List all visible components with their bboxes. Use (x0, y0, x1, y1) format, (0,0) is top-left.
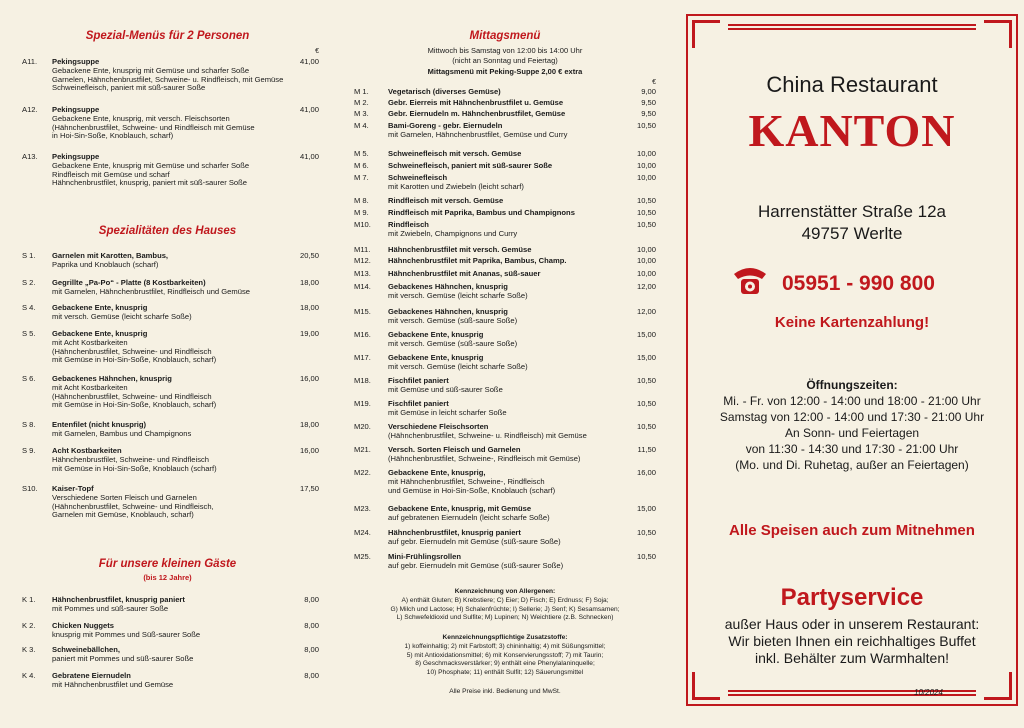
menu-item-price: 10,00 (636, 256, 656, 265)
menu-item-description: auf gebr. Eiernudeln mit Gemüse (süß-saure Soße) (388, 537, 561, 546)
menu-item-name: Schweinefleisch (388, 173, 448, 182)
menu-item-name: Gebackene Ente, knusprig (52, 303, 148, 312)
menu-item-description: mit versch. Gemüse (leicht scharfe Soße) (52, 312, 192, 321)
menu-item-code: M12. (354, 256, 371, 265)
section-title-2-persons: Spezial-Menüs für 2 Personen (85, 30, 250, 42)
menu-item-code: M15. (354, 307, 371, 316)
menu-item-name: Gebr. Eierreis mit Hähnchenbrustfilet u. Gemüse (388, 98, 564, 107)
menu-item-code: M 2. (354, 98, 369, 107)
menu-item-name: Rindfleisch mit Paprika, Bambus und Champignons (388, 208, 575, 217)
takeaway-note: Alle Speisen auch zum Mitnehmen (729, 522, 975, 539)
menu-item-code: M 4. (354, 121, 369, 130)
menu-item-description: mit versch. Gemüse (süß-saure Soße) (388, 316, 518, 325)
menu-item-description: (Hähnchenbrustfilet, Schweine-, Rindfleisch mit Gemüse) (388, 454, 581, 463)
menu-item-name: Gebackene Ente, knusprig (388, 330, 484, 339)
menu-item-code: K 2. (22, 621, 36, 630)
menu-item-code: S 9. (22, 446, 36, 455)
party-service-text: außer Haus oder in unserem Restaurant: Wir bieten Ihnen ein reichhaltiges Buffet inkl. Behälter zum Warmhalten! (724, 616, 980, 666)
menu-item-price: 10,50 (636, 196, 656, 205)
euro-label: € (315, 48, 319, 55)
menu-item-name: Bami-Goreng - gebr. Eiernudeln (388, 121, 503, 130)
menu-item-name: Acht Kostbarkeiten (52, 446, 122, 455)
menu-item-price: 8,00 (304, 645, 319, 654)
menu-item-price: 9,50 (641, 98, 656, 107)
menu-item-name: Vegetarisch (diverses Gemüse) (388, 87, 501, 96)
menu-item-name: Hähnchenbrustfilet mit Paprika, Bambus, Champ. (388, 256, 567, 265)
menu-item-description: mit Garnelen, Hähnchenbrustfilet, Gemüse und Curry (388, 130, 568, 139)
menu-item-price: 12,00 (636, 307, 656, 316)
menu-item-price: 15,00 (636, 504, 656, 513)
menu-item-name: Schweinebällchen, (52, 645, 120, 654)
menu-item-name: Pekingsuppe (52, 105, 100, 114)
menu-item-code: S 4. (22, 303, 36, 312)
menu-item-price: 41,00 (299, 152, 319, 161)
menu-item-name: Fischfilet paniert (388, 399, 449, 408)
menu-item-price: 11,50 (637, 445, 656, 454)
menu-item-name: Mini-Frühlingsrollen (388, 552, 461, 561)
menu-item-code: S 5. (22, 329, 36, 338)
allergen-title: Kennzeichnung von Allergenen: (454, 588, 556, 595)
menu-item-name: Garnelen mit Karotten, Bambus, (52, 251, 169, 260)
menu-item-name: Schweinefleisch mit versch. Gemüse (388, 149, 522, 158)
menu-item-price: 41,00 (299, 57, 319, 66)
menu-item-name: Gebackene Ente, knusprig, mit Gemüse (388, 504, 532, 513)
menu-item-description: mit Zwiebeln, Champignons und Curry (388, 229, 518, 238)
menu-item-description: auf gebratenen Eiernudeln (leicht scharfe Soße) (388, 513, 550, 522)
menu-item-description: mit versch. Gemüse (süß-saure Soße) (388, 339, 518, 348)
menu-item-description: mit Acht Kostbarkeiten (Hähnchenbrustfilet, Schweine- und Rindfleisch mit Gemüse in Hoi-Sin-Soße, Knoblauch, scharf) (52, 383, 217, 410)
menu-item-name: Rindfleisch (388, 220, 429, 229)
menu-item-code: M20. (354, 422, 371, 431)
menu-item-price: 18,00 (299, 278, 319, 287)
menu-item-code: M23. (354, 504, 371, 513)
menu-item-description: mit Gemüse in leicht scharfer Soße (388, 408, 507, 417)
frame-corner-ornament (692, 672, 720, 700)
menu-item-name: Gebackene Ente, knusprig (388, 353, 484, 362)
restaurant-name: KANTON (748, 105, 956, 156)
menu-item-code: M16. (354, 330, 371, 339)
menu-item-name: Gebackenes Hähnchen, knusprig (52, 374, 172, 383)
menu-item-description: mit Hähnchenbrustfilet und Gemüse (52, 680, 174, 689)
menu-item-code: K 1. (22, 595, 36, 604)
lunch-intro-days: Mittwoch bis Samstag von 12:00 bis 14:00 Uhr (427, 46, 583, 55)
menu-item-name: Gebackenes Hähnchen, knusprig (388, 282, 508, 291)
menu-item-code: M 9. (354, 208, 369, 217)
menu-item-price: 10,50 (636, 208, 656, 217)
menu-item-code: M10. (354, 220, 371, 229)
menu-item-code: M14. (354, 282, 371, 291)
menu-item-price: 16,00 (299, 446, 319, 455)
menu-item-code: S10. (22, 484, 38, 493)
menu-item-name: Gebackenes Hähnchen, knusprig (388, 307, 508, 316)
menu-item-description: mit versch. Gemüse (leicht scharfe Soße) (388, 362, 528, 371)
menu-item-code: M 8. (354, 196, 369, 205)
menu-item-description: mit Garnelen, Bambus und Champignons (52, 429, 192, 438)
menu-item-code: M21. (354, 445, 371, 454)
menu-item-code: S 2. (22, 278, 36, 287)
menu-item-price: 10,00 (636, 269, 656, 278)
menu-item-description: Hähnchenbrustfilet, Schweine- und Rindfleisch mit Gemüse in Hoi-Sin-Soße, Knoblauch (scharf) (52, 455, 217, 473)
menu-item-price: 10,50 (636, 121, 656, 130)
menu-item-code: M22. (354, 468, 371, 477)
menu-item-code: M13. (354, 269, 371, 278)
additive-list: 1) koffeinhaltig; 2) mit Farbstoff; 3) chininhaltig; 4) mit Süßungsmittel; 5) mit Antioxidationsmittel; 6) mit Konservierungsstoff; 7) mit Taurin; 8) Geschmacksverstärker; 9) enthält eine Phenylalaninquelle; 10) Phosphate; 11) enthält Sulfit; 12) Säuerungsmittel (404, 643, 606, 676)
menu-item-description: (Hähnchenbrustfilet, Schweine- u. Rindfleisch) mit Gemüse (388, 431, 587, 440)
menu-item-code: A12. (22, 105, 38, 114)
menu-item-description: mit Gemüse und süß-saurer Soße (388, 385, 503, 394)
menu-item-description: mit Hähnchenbrustfilet, Schweine-, Rindfleisch und Gemüse in Hoi-Sin-Soße, Knoblauch (scharf) (388, 477, 556, 495)
address-street: Harrenstätter Straße 12a (757, 202, 947, 221)
menu-item-description: mit Garnelen, Hähnchenbrustfilet, Rindfleisch und Gemüse (52, 287, 250, 296)
print-date: 10/2024 (914, 688, 943, 697)
menu-item-code: S 6. (22, 374, 36, 383)
menu-item-name: Rindfleisch mit versch. Gemüse (388, 196, 504, 205)
lunch-intro-exception: (nicht an Sonntag und Feiertag) (452, 56, 558, 65)
menu-item-name: Fischfilet paniert (388, 376, 449, 385)
kids-age-note: (bis 12 Jahre) (143, 573, 192, 582)
address-city: 49757 Werlte (801, 224, 903, 243)
section-title-lunch: Mittagsmenü (469, 30, 541, 42)
menu-item-name: Pekingsuppe (52, 57, 100, 66)
menu-item-code: S 8. (22, 420, 36, 429)
menu-item-description: Gebackene Ente, knusprig mit Gemüse und scharfer Soße Rindfleisch mit Gemüse und scharf Hähnchenbrustfilet, knusprig, paniert mit süß-saurer Soße (52, 161, 250, 188)
menu-item-name: Hähnchenbrustfilet, knusprig paniert (388, 528, 521, 537)
menu-item-price: 16,00 (636, 468, 656, 477)
menu-item-name: Pekingsuppe (52, 152, 100, 161)
menu-item-name: Kaiser-Topf (52, 484, 94, 493)
menu-item-price: 15,00 (636, 330, 656, 339)
menu-item-name: Gebackene Ente, knusprig (52, 329, 148, 338)
menu-item-price: 15,00 (636, 353, 656, 362)
menu-item-code: M11. (354, 245, 371, 254)
menu-item-price: 10,00 (636, 149, 656, 158)
menu-item-name: Chicken Nuggets (52, 621, 115, 630)
lunch-intro-soup: Mittagsmenü mit Peking-Suppe 2,00 € extra (427, 67, 583, 76)
menu-item-code: M19. (354, 399, 371, 408)
opening-hours-list: Mi. - Fr. von 12:00 - 14:00 und 18:00 - 21:00 Uhr Samstag von 12:00 - 14:00 und 17:30 - 21:00 Uhr An Sonn- und Feiertagen von 11:30 - 14:30 und 17:30 - 21:00 Uhr (Mo. und Di. Ruhetag, außer an Feiertagen) (719, 394, 985, 472)
menu-item-code: M17. (354, 353, 371, 362)
menu-item-name: Hähnchenbrustfilet, knusprig paniert (52, 595, 185, 604)
phone-icon (730, 260, 770, 298)
menu-item-name: Entenfilet (nicht knusprig) (52, 420, 147, 429)
menu-item-name: Gegrillte „Pa-Po“ - Platte (8 Kostbarkeiten) (52, 278, 206, 287)
menu-item-name: Gebackene Ente, knusprig, (388, 468, 486, 477)
menu-item-description: Gebackene Ente, knusprig mit Gemüse und scharfer Soße Garnelen, Hähnchenbrustfilet, Schweine- u. Rindfleisch, mit Gemüse Schweinefleisch, paniert mit süß-saurer Soße (52, 66, 284, 93)
menu-item-price: 8,00 (304, 595, 319, 604)
section-title-specialties: Spezialitäten des Hauses (98, 225, 237, 237)
menu-item-name: Gebr. Eiernudeln m. Hähnchenbrustfilet, Gemüse (388, 109, 566, 118)
menu-item-code: S 1. (22, 251, 36, 260)
menu-item-name: Hähnchenbrustfilet mit versch. Gemüse (388, 245, 532, 254)
price-footer: Alle Preise inkl. Bedienung und MwSt. (449, 688, 561, 695)
menu-item-price: 17,50 (299, 484, 319, 493)
menu-item-description: mit Acht Kostbarkeiten (Hähnchenbrustfilet, Schweine- und Rindfleisch mit Gemüse in Hoi-Sin-Soße, Knoblauch, scharf) (52, 338, 217, 365)
menu-item-price: 18,00 (299, 303, 319, 312)
menu-item-name: Verschiedene Fleischsorten (388, 422, 489, 431)
menu-item-price: 10,50 (636, 422, 656, 431)
menu-item-code: K 4. (22, 671, 36, 680)
opening-hours-title: Öffnungszeiten: (806, 378, 898, 392)
menu-item-description: auf gebr. Eiernudeln mit Gemüse (süß-saurer Soße) (388, 561, 564, 570)
menu-item-description: paniert mit Pommes und süß-saurer Soße (52, 654, 194, 663)
menu-item-price: 8,00 (304, 621, 319, 630)
menu-item-code: M 6. (354, 161, 369, 170)
menu-item-price: 19,00 (299, 329, 319, 338)
menu-item-price: 10,00 (636, 161, 656, 170)
menu-item-name: Versch. Sorten Fleisch und Garnelen (388, 445, 521, 454)
menu-item-price: 20,50 (299, 251, 319, 260)
menu-item-description: Gebackene Ente, knusprig, mit versch. Fleischsorten (Hähnchenbrustfilet, Schweine- und Rindfleisch mit Gemüse in Hoi-Sin-Soße, Knoblauch, scharf) (52, 114, 255, 141)
menu-item-price: 16,00 (299, 374, 319, 383)
menu-item-price: 12,00 (636, 282, 656, 291)
menu-item-price: 10,50 (636, 376, 656, 385)
menu-item-price: 9,00 (641, 87, 656, 96)
frame-corner-ornament (984, 672, 1012, 700)
allergen-list: A) enthält Gluten; B) Krebstiere; C) Eier; D) Fisch; E) Erdnuss; F) Soja; G) Milch und Lactose; H) Schalenfrüchte; I) Sellerie; J) Senf; K) Sesamsamen; L) Schwefeldioxid und Sulfite; M) Lupinen; N) Weichtiere (z.B. Schnecken) (390, 597, 620, 622)
menu-item-code: M18. (354, 376, 371, 385)
menu-item-code: M 7. (354, 173, 369, 182)
menu-item-name: Gebratene Eiernudeln (52, 671, 131, 680)
menu-item-price: 10,00 (636, 173, 656, 182)
menu-item-code: A13. (22, 152, 38, 161)
menu-item-code: M 3. (354, 109, 369, 118)
restaurant-info-panel (686, 14, 1018, 706)
menu-item-description: knusprig mit Pommes und Süß-saurer Soße (52, 630, 201, 639)
menu-item-price: 10,50 (636, 552, 656, 561)
frame-corner-ornament (984, 20, 1012, 48)
menu-item-description: mit Karotten und Zwiebeln (leicht scharf) (388, 182, 524, 191)
additive-title: Kennzeichnungspflichtige Zusatzstoffe: (442, 634, 568, 641)
no-card-payment-note: Keine Kartenzahlung! (774, 314, 930, 331)
menu-item-code: M24. (354, 528, 371, 537)
menu-item-code: M 1. (354, 87, 369, 96)
party-service-title: Partyservice (780, 584, 924, 611)
frame-corner-ornament (692, 20, 720, 48)
frame-border-ornament (728, 24, 976, 30)
menu-item-description: Verschiedene Sorten Fleisch und Garnelen (Hähnchenbrustfilet, Schweine- und Rindfleisch, Garnelen mit Gemüse, Knoblauch, scharf) (52, 493, 214, 520)
menu-item-code: M 5. (354, 149, 369, 158)
phone-number[interactable]: 05951 - 990 800 (782, 272, 935, 295)
menu-item-price: 9,50 (641, 109, 656, 118)
menu-item-code: A11. (22, 57, 38, 66)
menu-item-price: 8,00 (304, 671, 319, 680)
section-title-kids: Für unsere kleinen Gäste (98, 558, 237, 570)
menu-item-price: 18,00 (299, 420, 319, 429)
menu-item-price: 10,00 (636, 245, 656, 254)
menu-item-description: Paprika und Knoblauch (scharf) (52, 260, 159, 269)
menu-item-description: mit versch. Gemüse (leicht scharfe Soße) (388, 291, 528, 300)
menu-item-code: M25. (354, 552, 371, 561)
restaurant-subtitle: China Restaurant (766, 72, 938, 97)
menu-item-price: 10,50 (636, 220, 656, 229)
menu-item-price: 10,50 (636, 528, 656, 537)
menu-item-price: 41,00 (299, 105, 319, 114)
menu-item-name: Schweinefleisch, paniert mit süß-saurer Soße (388, 161, 553, 170)
menu-item-code: K 3. (22, 645, 36, 654)
euro-label: € (652, 79, 656, 86)
menu-item-description: mit Pommes und süß-saurer Soße (52, 604, 169, 613)
menu-item-name: Hähnchenbrustfilet mit Ananas, süß-sauer (388, 269, 541, 278)
menu-item-price: 10,50 (636, 399, 656, 408)
